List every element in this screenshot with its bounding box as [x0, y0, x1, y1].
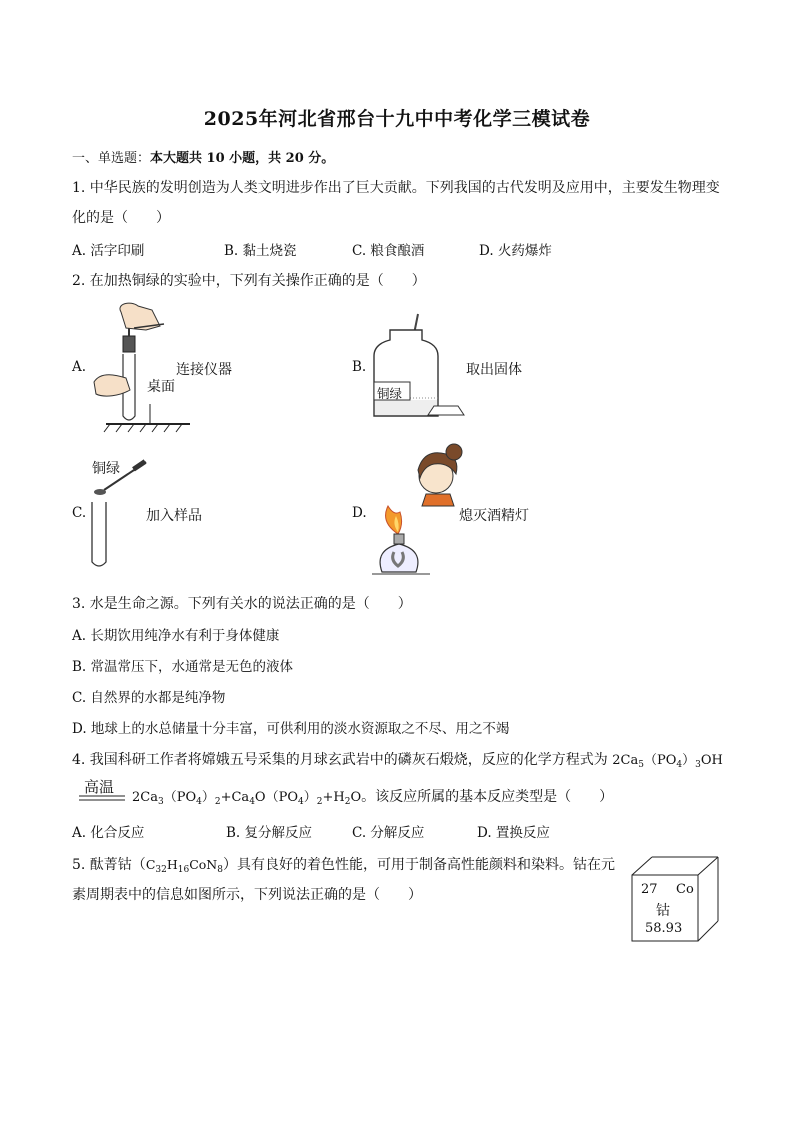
q3-option-d: D. 地球上的水总储量十分丰富，可供利用的淡水资源取之不尽、用之不竭	[72, 721, 510, 737]
q5-atomic-mass: 58.93	[645, 921, 683, 936]
q2-c-test-tube-illustration	[88, 460, 152, 570]
q5-stem-line2: 素周期表中的信息如图所示，下列说法正确的是（ ）	[72, 887, 422, 903]
q4-stem-text: 4. 我国科研工作者将嫦娥五号采集的月球玄武岩中的磷灰石煅烧，反应的化学方程式为	[72, 752, 608, 768]
q3-option-b: B. 常温常压下，水通常是无色的液体	[72, 659, 294, 675]
q2-option-c-letter: C.	[72, 505, 87, 521]
q4-stem-tail: 。该反应所属的基本反应类型是（ ）	[361, 789, 614, 805]
q3-stem: 3. 水是生命之源。下列有关水的说法正确的是（ ）	[72, 596, 412, 612]
q1-stem-line2: 化的是（ ）	[72, 210, 170, 226]
q4-reaction-condition: 高温	[84, 778, 115, 796]
q4-option-b: B. 复分解反应	[226, 825, 313, 841]
q2-option-d-letter: D.	[352, 505, 367, 521]
q2-a-caption: 连接仪器	[176, 362, 232, 378]
q2-option-b-letter: B.	[352, 359, 367, 375]
q2-c-sample-label: 铜绿	[92, 461, 120, 477]
q4-stem-line1	[72, 749, 723, 769]
q4-option-d: D. 置换反应	[477, 825, 550, 841]
q1-option-c: C. 粮食酿酒	[352, 243, 425, 259]
q4-option-c: C. 分解反应	[352, 825, 425, 841]
q5-formula: $C_{32}H_{16}CoN_8$	[145, 857, 223, 875]
q2-stem: 2. 在加热铜绿的实验中，下列有关操作正确的是（ ）	[72, 273, 426, 289]
section-prefix: 一、单选题：	[72, 151, 151, 166]
q2-d-caption: 熄灭酒精灯	[459, 508, 529, 524]
q4-option-a: A. 化合反应	[72, 825, 145, 841]
q1-option-d: D. 火药爆炸	[479, 243, 552, 259]
q5-element-name: 钴	[656, 903, 670, 919]
q5-stem-start: 5. 酞菁钴（	[72, 857, 146, 873]
q4-reactant-formula: $2Ca_5(PO_4)_3OH$	[612, 753, 723, 770]
q5-atomic-number: 27	[641, 882, 658, 897]
q2-option-a-letter: A.	[72, 359, 87, 375]
q2-b-caption: 取出固体	[466, 362, 522, 378]
q2-b-reagent-bottle-illustration	[366, 312, 466, 420]
q1-stem-line1: 1. 中华民族的发明创造为人类文明进步作出了巨大贡献。下列我国的古代发明及应用中，主要发生物理变	[72, 180, 720, 196]
section-info: 本大题共 10 小题，共 20 分。	[150, 151, 335, 166]
q5-stem-rest: ）具有良好的着色性能，可用于制备高性能颜料和染料。钴在元	[222, 857, 615, 873]
q2-b-bottle-label: 铜绿	[377, 386, 403, 401]
page-title: 2025年河北省邢台十九中中考化学三模试卷	[203, 108, 591, 130]
q2-c-caption: 加入样品	[146, 508, 202, 524]
q5-element-symbol: Co	[676, 882, 694, 897]
q2-a-table-label: 桌面	[147, 379, 175, 395]
q1-option-b: B. 黏土烧瓷	[224, 243, 297, 259]
section-header	[72, 147, 334, 166]
q2-d-alcohol-lamp-illustration	[368, 440, 464, 582]
q3-option-a: A. 长期饮用纯净水有利于身体健康	[72, 628, 280, 644]
q5-stem-line1	[72, 854, 615, 874]
q4-stem-line2	[132, 786, 613, 806]
q1-option-a: A. 活字印刷	[72, 243, 145, 259]
q4-product-formula: $2Ca_3(PO_4)_2+Ca_4O(PO_4)_2+H_2O$	[132, 790, 362, 807]
q4-reaction-arrow	[79, 795, 125, 801]
q3-option-c: C. 自然界的水都是纯净物	[72, 690, 226, 706]
